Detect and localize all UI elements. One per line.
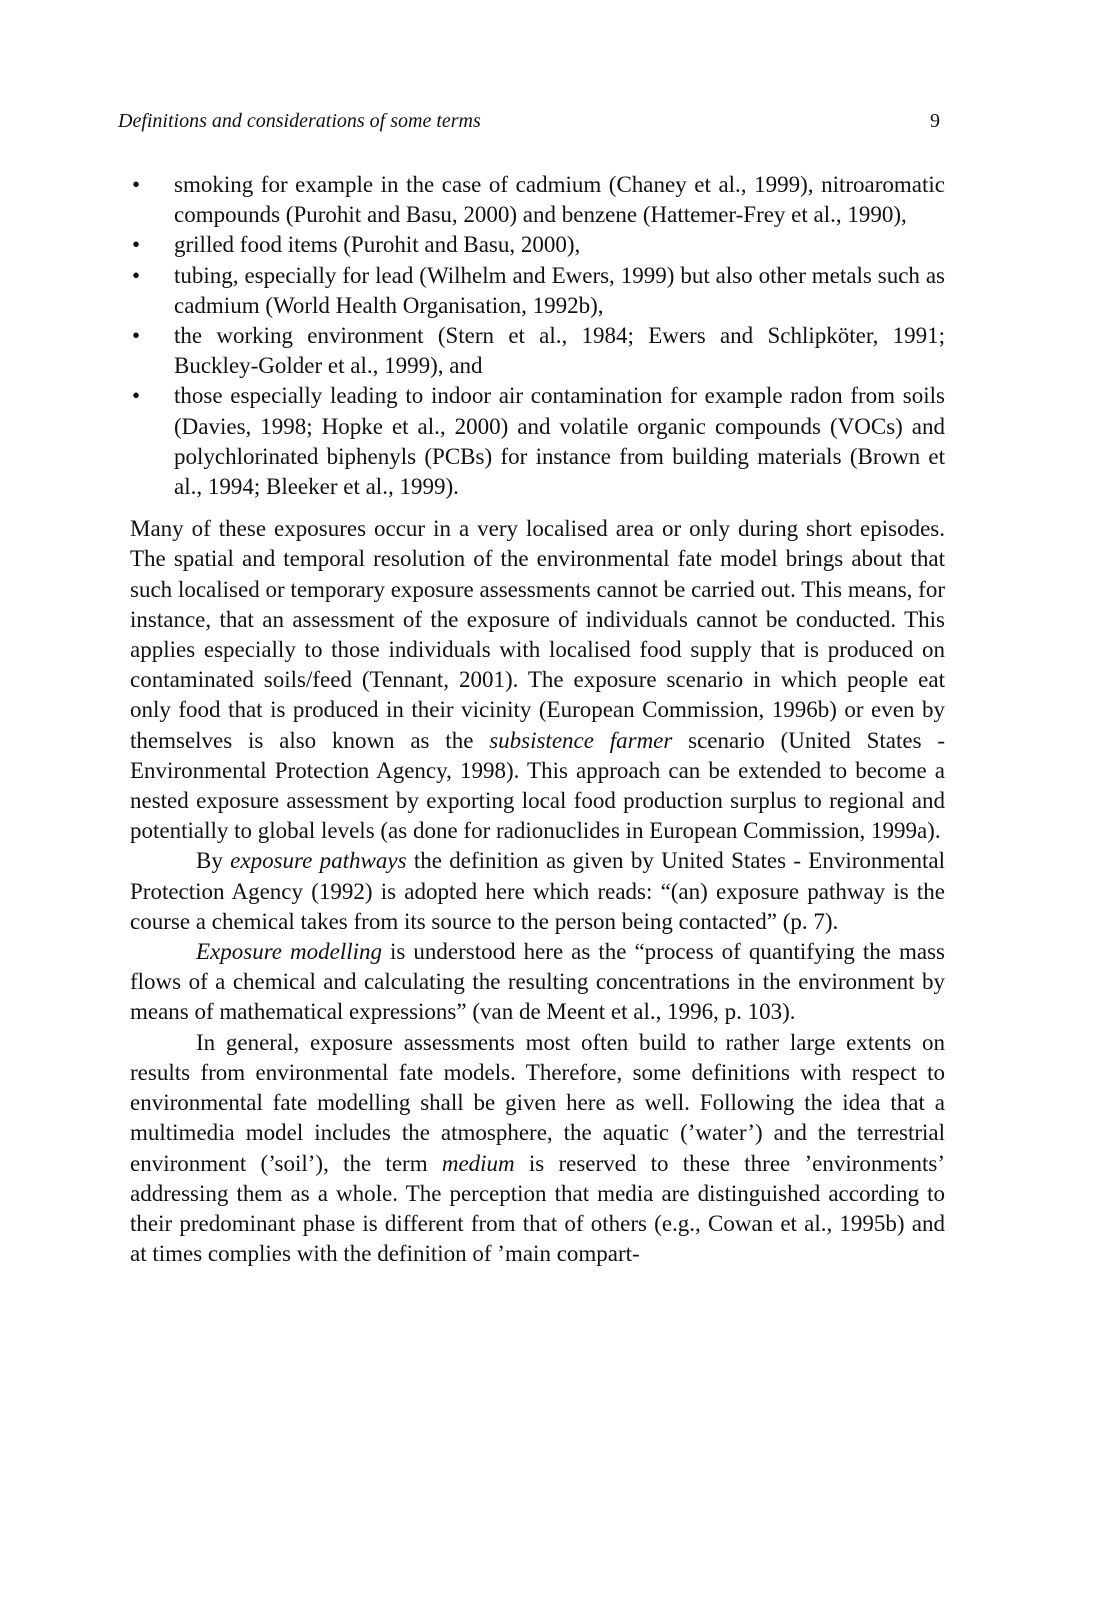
list-item-text: smoking for example in the case of cadmium (Chaney et al., 1999), nitroaromatic compounds (Purohit and Basu, 2000) and benzene (Hattemer-Frey et al., 1990), (174, 172, 945, 228)
paragraph-text: the definition as given by United States - Environmental Protection Agency (1992) is adopted here which reads: “(an) exposure pathway is the course a chemical takes from its source to the person being contacted” (p. 7). (130, 848, 945, 934)
paragraph-text: scenario (United States - Environmental Protection Agency, 1998). This approach can be extended to become a nested exposure assessment by exporting local food production surplus to regional and potentially to global levels (as done for radionuclides in European Commission, 1999a). (130, 727, 945, 844)
body-text (130, 170, 945, 1269)
emphasis-term: medium (441, 1150, 515, 1176)
bullet-list (130, 170, 945, 502)
list-item (130, 321, 945, 381)
bullet-icon: • (132, 383, 141, 409)
emphasis-term: exposure pathways (230, 848, 407, 874)
paragraph-text: By (196, 848, 231, 874)
bullet-icon: • (132, 172, 141, 197)
list-item (130, 381, 945, 502)
page-number: 9 (930, 110, 940, 132)
list-item-text: the working environment (Stern et al., 1984; Ewers and Schlipköter, 1991; Buckley-Golder et al., 1999), and (174, 323, 945, 379)
list-item-text: tubing, especially for lead (Wilhelm and Ewers, 1999) but also other metals such as cadmium (World Health Organisation, 1992b), (174, 262, 945, 318)
paragraph-text: Many of these exposures occur in a very localised area or only during short episodes. The spatial and temporal resolution of the environmental fate model brings about that such localised or temporary exposure assessments cannot be carried out. This means, for instance, that an assessment of the exposure of individuals cannot be conducted. This applies especially to those individuals with localised food supply that is produced on contaminated soils/feed (Tennant, 2001). The exposure scenario in which people eat only food that is produced in their vicinity (European Commission, 1996b) or even by themselves is also known as the (130, 516, 945, 753)
paragraph-exposures (130, 514, 945, 846)
running-head-title: Definitions and considerations of some terms (118, 110, 481, 132)
bullet-icon: • (132, 323, 141, 349)
bullet-icon: • (132, 232, 141, 258)
running-head (118, 110, 946, 133)
emphasis-term: subsistence farmer (489, 727, 673, 753)
paragraph-exposure-pathways (130, 846, 945, 937)
paragraph-text: is reserved to these three ’environments’ addressing them as a whole. The perception that media are distinguished according to their predominant phase is different from that of others (e.g., Cowan et al., 1995b) and at times complies with the definition of ’main compart- (130, 1150, 945, 1267)
bullet-icon: • (132, 262, 141, 288)
list-item (130, 170, 945, 230)
emphasis-term: Exposure modelling (196, 939, 383, 965)
paragraph-exposure-modelling (130, 937, 945, 1028)
paragraph-text: In general, exposure assessments most often build to rather large extents on results from environmental fate models. Therefore, some definitions with respect to environmental fate modelling shall be given here as well. Following the idea that a multimedia model includes the atmosphere, the aquatic (’water’) and the terrestrial environment (’soil’), the term (130, 1029, 945, 1176)
list-item-text: grilled food items (Purohit and Basu, 2000), (174, 232, 581, 258)
list-item-text: those especially leading to indoor air contamination for example radon from soils (Davies, 1998; Hopke et al., 2000) and volatile organic compounds (VOCs) and polychlorinated biphenyls (PCBs) for instance from building materials (Brown et al., 1994; Bleeker et al., 1999). (174, 383, 945, 500)
list-item (130, 230, 945, 260)
list-item (130, 261, 945, 321)
paragraph-text: is understood here as the “process of quantifying the mass flows of a chemical and calculating the resulting concentrations in the environment by means of mathematical expressions” (van de Meent et al., 1996, p. 103). (130, 939, 945, 1025)
paragraph-medium (130, 1028, 945, 1270)
